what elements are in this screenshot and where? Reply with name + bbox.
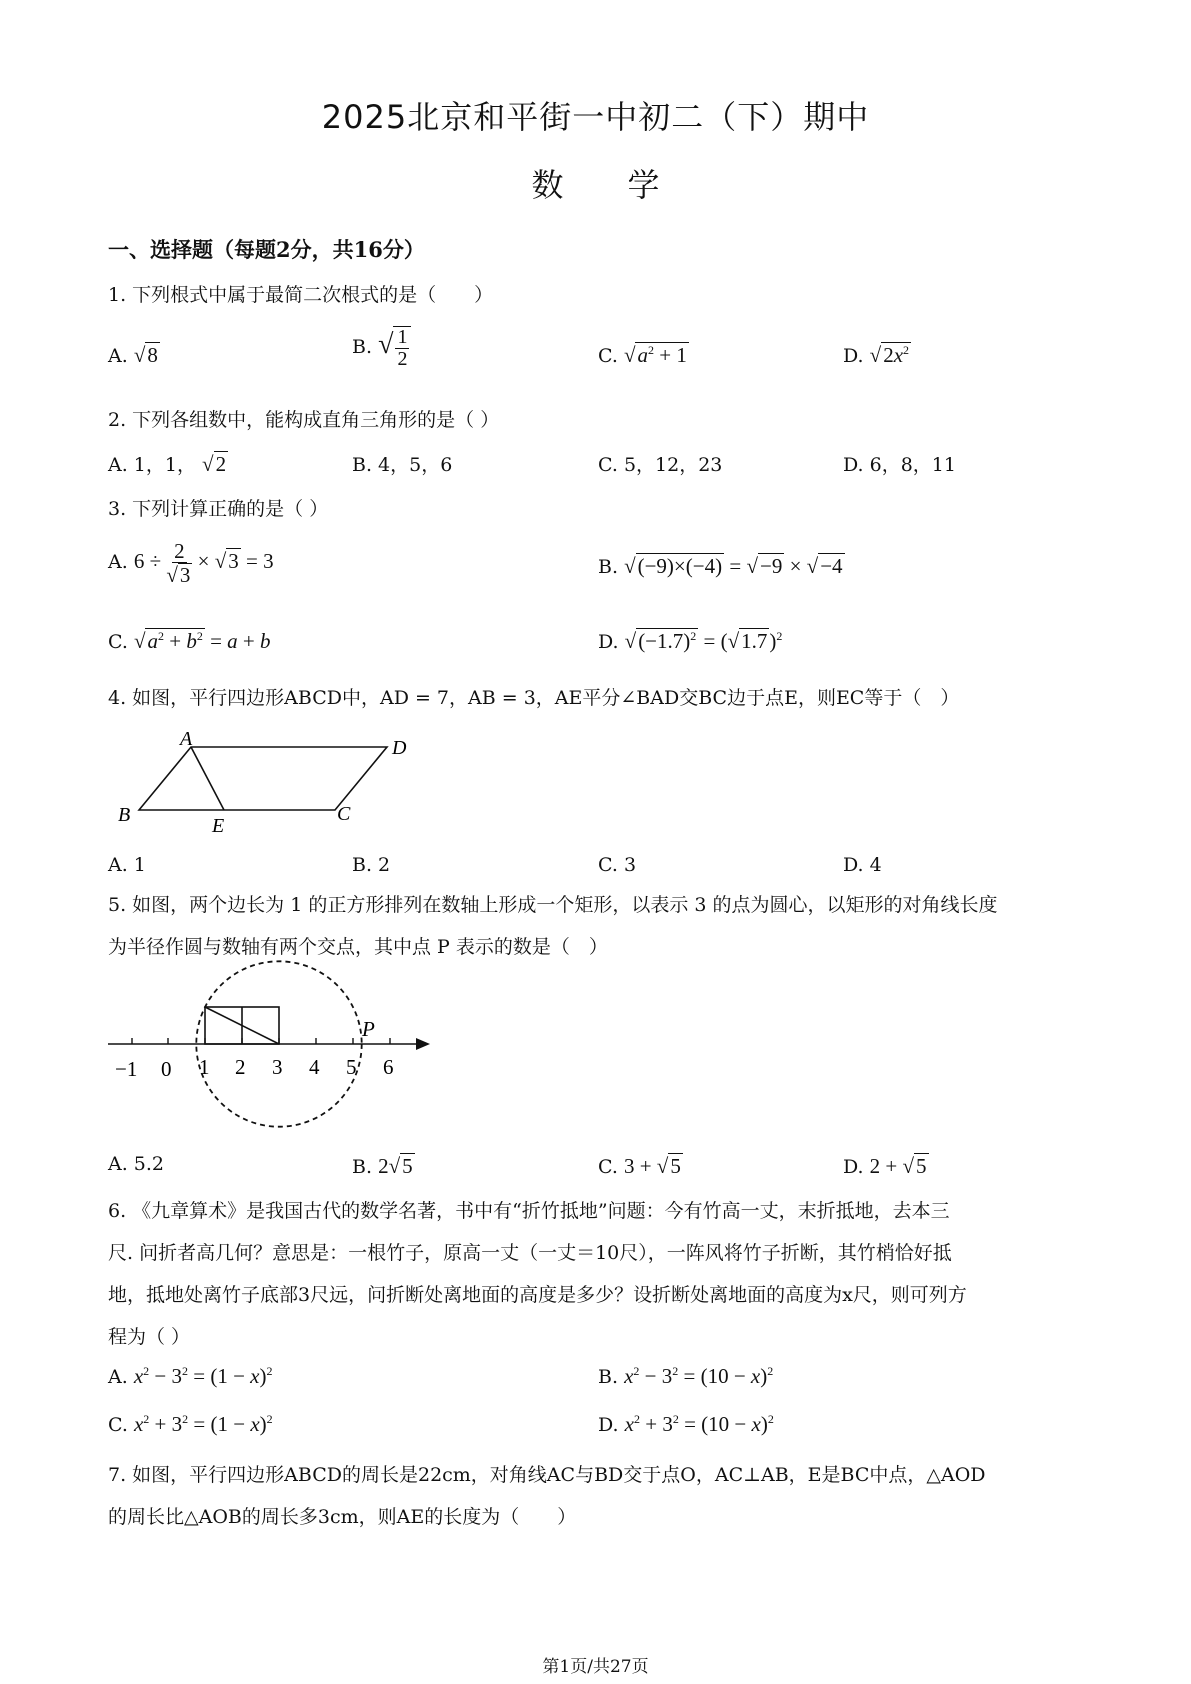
option-math: $√(-1.7)^2 = (√1.7)^2$ [624, 629, 783, 653]
option-label: D. [598, 631, 619, 653]
question-1-stem: 1. 下列根式中属于最简二次根式的是（ ） [108, 284, 494, 306]
option-label: A. [108, 345, 128, 367]
q2-option-d: D. 6，8，11 [843, 454, 956, 476]
option-label: A. [108, 1366, 128, 1388]
q5-option-c [598, 1153, 683, 1179]
option-label: C. [598, 1156, 618, 1178]
option-label: D. [598, 1414, 619, 1436]
tick-label: 0 [161, 1057, 172, 1081]
q6-option-a [108, 1364, 273, 1389]
q6-option-d [598, 1412, 774, 1437]
question-5-stem-line1: 5. 如图，两个边长为 1 的正方形排列在数轴上形成一个矩形，以表示 3 的点为圆心，以矩形的对角线长度 [108, 894, 998, 916]
question-2-stem: 2. 下列各组数中，能构成直角三角形的是（ ） [108, 409, 500, 431]
option-math: $x^2 - 3^2 = (10 - x)^2$ [624, 1364, 774, 1388]
page-number: 第1页/共27页 [542, 1657, 649, 1677]
section-heading: 一、选择题（每题2分，共16分） [108, 237, 425, 262]
option-math: $x^2 + 3^2 = (1 - x)^2$ [133, 1412, 273, 1436]
option-label: B. [352, 1156, 373, 1178]
option-math: √2 [202, 452, 227, 476]
option-label: D. [843, 345, 864, 367]
option-label: B. [598, 1366, 619, 1388]
question-7-line2: 的周长比△AOB的周长多3cm，则AE的长度为（ ） [108, 1506, 577, 1528]
question-6-line1: 6. 《九章算术》是我国古代的数学名著，书中有“折竹抵地”问题：今有竹高一丈，末折抵地，去本三 [108, 1200, 950, 1222]
q4-option-b: B. 2 [352, 854, 391, 876]
option-label: B. [598, 556, 619, 578]
fig-label-c: C [337, 803, 351, 825]
question-6-line3: 地，抵地处离竹子底部3尺远，问折断处离地面的高度是多少？设折断处离地面的高度为x尺，则可列方 [108, 1284, 967, 1306]
q4-option-d: D. 4 [843, 854, 882, 876]
option-label: C. [108, 1414, 128, 1436]
axis-arrow [416, 1038, 430, 1050]
fig-label-d: D [392, 737, 407, 759]
option-label: A. 1，1， [108, 454, 196, 476]
q6-option-c [108, 1412, 273, 1437]
question-6-line2: 尺. 问折者高几何？意思是：一根竹子，原高一丈（一丈＝10尺），一阵风将竹子折断，其竹梢恰好抵 [108, 1242, 952, 1264]
option-label: C. [598, 345, 618, 367]
point-p-label: P [362, 1017, 375, 1041]
option-math: 2√5 [378, 1154, 413, 1178]
option-math: √8 [133, 343, 158, 367]
option-math: $√a^2 + b^2 = a + b$ [133, 629, 271, 653]
q2-option-b: B. 4，5，6 [352, 454, 453, 476]
q5-option-d [843, 1153, 929, 1179]
question-3-stem: 3. 下列计算正确的是（ ） [108, 498, 329, 520]
option-math: $x^2 - 3^2 = (1 - x)^2$ [133, 1364, 273, 1388]
fig-label-a: A [180, 728, 193, 750]
tick-label: 4 [309, 1055, 320, 1079]
tick-label: 5 [346, 1055, 357, 1079]
tick-label: 1 [199, 1055, 210, 1079]
option-label: D. [843, 1156, 864, 1178]
option-label: B. [352, 336, 373, 359]
subject-title: 数 学 [531, 166, 660, 204]
tick-label: −1 [115, 1057, 138, 1081]
q4-option-c: C. 3 [598, 854, 637, 876]
option-math: $√a^2 + 1$ [623, 343, 687, 367]
q2-option-c: C. 5，12，23 [598, 454, 723, 476]
option-label: A. [108, 550, 128, 573]
option-label: C. [108, 631, 128, 653]
tick-label: 6 [383, 1055, 394, 1079]
q5-option-b [352, 1153, 415, 1179]
page-title: 2025北京和平街一中初二（下）期中 [321, 98, 870, 136]
fig-label-b: B [118, 804, 131, 826]
fig-label-e: E [212, 815, 225, 837]
question-6-line4: 程为（ ） [108, 1326, 191, 1348]
option-math: 2 + √5 [869, 1154, 927, 1178]
option-math: √ $\frac{1}{2}$ [378, 329, 411, 360]
q5-option-a: A. 5.2 [108, 1153, 165, 1175]
tick-label: 3 [272, 1055, 283, 1079]
tick-label: 2 [235, 1055, 246, 1079]
option-math: 3 + √5 [623, 1154, 681, 1178]
q4-option-a: A. 1 [108, 854, 146, 876]
option-math: √(−9)×(−4) = √−9 × √−4 [624, 554, 843, 578]
question-4-stem: 4. 如图，平行四边形ABCD中，AD = 7，AB = 3，AE平分∠BAD交BC边于点E，则EC等于（ ） [108, 687, 960, 709]
option-math: 6 ÷ $\frac{2}{√3}$ × √3 = 3 [133, 539, 274, 588]
q6-option-b [598, 1364, 773, 1389]
question-7-line1: 7. 如图，平行四边形ABCD的周长是22cm，对角线AC与BD交于点O，AC⊥AB，E是BC中点，△AOD [108, 1464, 986, 1486]
question-5-stem-line2: 为半径作圆与数轴有两个交点，其中点 P 表示的数是（ ） [108, 936, 608, 958]
option-math: $√2x^2$ [869, 343, 910, 367]
option-math: $x^2 + 3^2 = (10 - x)^2$ [624, 1412, 774, 1436]
